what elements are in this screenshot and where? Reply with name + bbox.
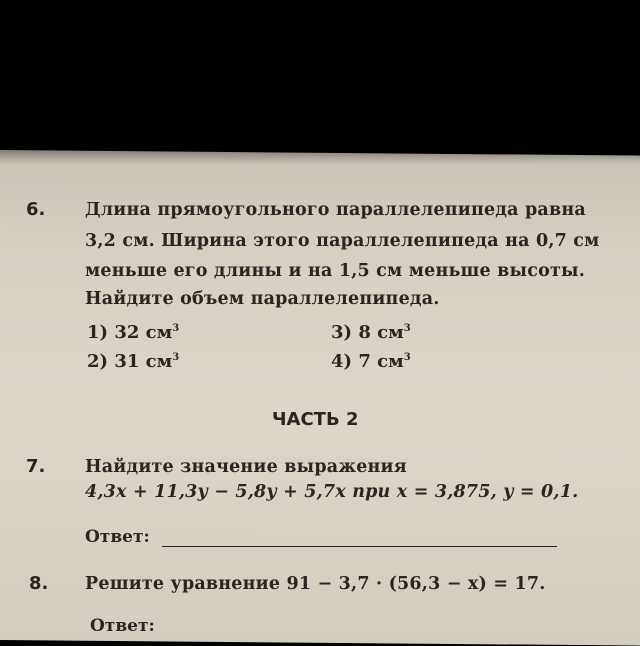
option-4-label: 4) [331, 351, 353, 372]
task-6-option-3 [331, 322, 411, 343]
task-6-option-2 [87, 351, 179, 372]
task-6-number: 6. [26, 199, 46, 220]
option-1-power: 3 [172, 323, 180, 334]
task-8-number: 8. [29, 573, 49, 594]
task-8-equation: Решите уравнение 91 − 3,7 · (56,3 − x) = 17. [85, 574, 546, 594]
option-2-power: 3 [172, 352, 180, 363]
option-1-value: 32 см [114, 322, 173, 343]
option-3-label: 3) [331, 322, 353, 343]
task-6-line-4: Найдите объем параллелепипеда. [85, 289, 440, 309]
task-6-line-2: 3,2 см. Ширина этого параллелепипеда на 0,7 см [85, 231, 600, 251]
task-7-answer-line [162, 546, 557, 547]
option-3-power: 3 [403, 323, 411, 334]
option-4-power: 3 [403, 352, 411, 363]
option-4-value: 7 см [358, 351, 404, 372]
task-6-option-1 [87, 322, 179, 343]
option-3-value: 8 см [358, 322, 404, 343]
part-2-title: ЧАСТЬ 2 [272, 409, 359, 430]
task-6-line-3: меньше его длины и на 1,5 см меньше высоты. [85, 261, 586, 281]
task-7-number: 7. [26, 456, 46, 477]
option-2-value: 31 см [114, 351, 173, 372]
task-6-line-1: Длина прямоугольного параллелепипеда равна [85, 200, 586, 220]
task-8-answer-label: Ответ: [90, 616, 155, 636]
task-6-option-4 [331, 351, 411, 372]
task-7-intro: Найдите значение выражения [85, 457, 407, 477]
task-7-expression: 4,3x + 11,3y − 5,8y + 5,7x при x = 3,875, y = 0,1. [85, 482, 579, 502]
option-1-label: 1) [87, 322, 109, 343]
option-2-label: 2) [87, 351, 109, 372]
task-7-answer-label: Ответ: [85, 527, 150, 547]
